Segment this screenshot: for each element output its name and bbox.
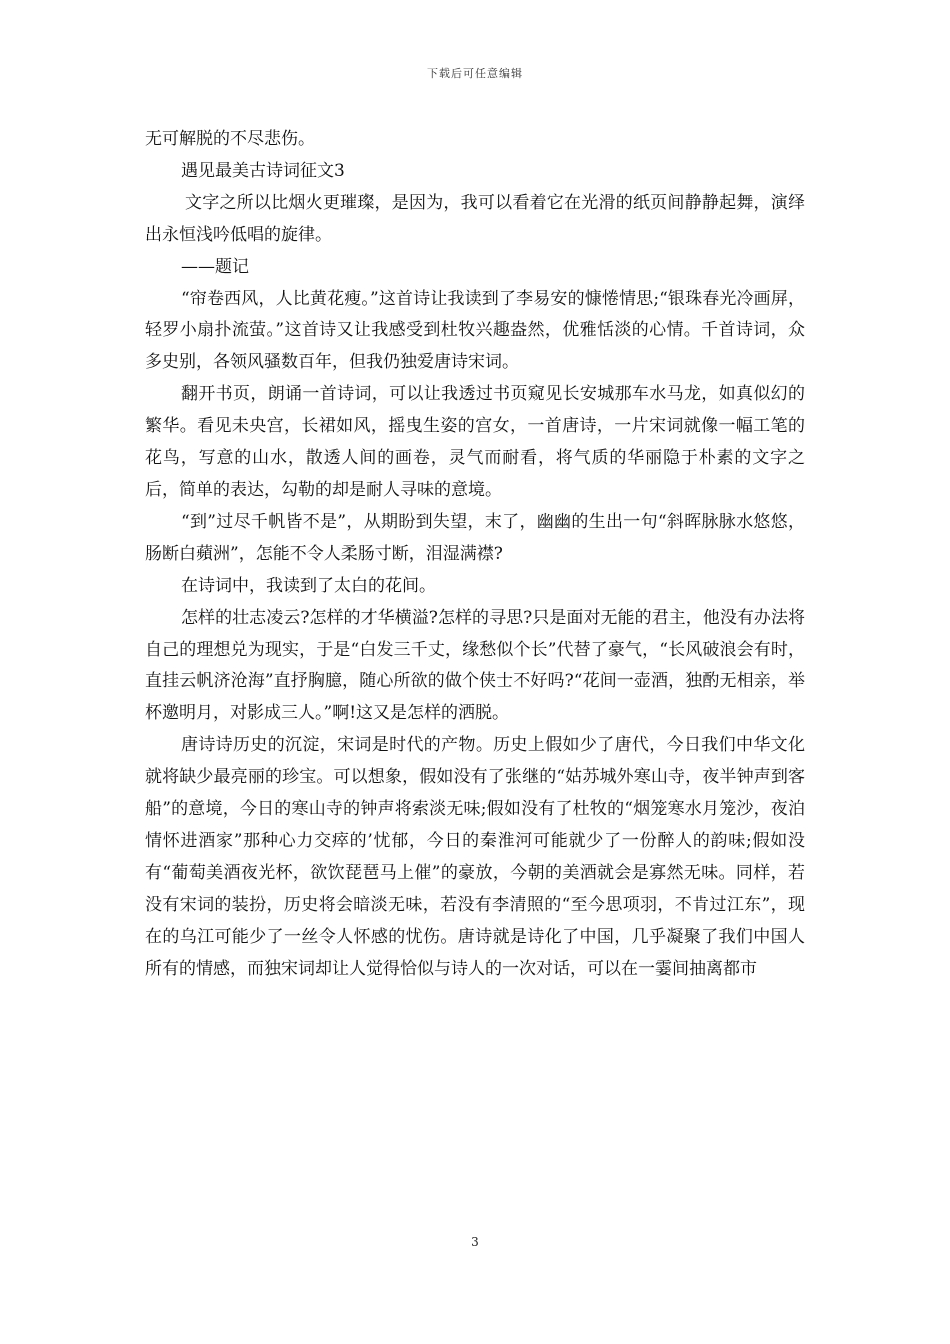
section-title: 遇见最美古诗词征文3 <box>181 160 345 181</box>
paragraph: “到”过尽千帆皆不是”，从期盼到失望，末了，幽幽的生出一句“斜晖脉脉水悠悠，肠断白蘋洲”，怎能不令人柔肠寸断，泪湿满襟? <box>145 511 805 564</box>
paragraph: 文字之所以比烟火更璀璨，是因为，我可以看着它在光滑的纸页间静静起舞，演绎出永恒浅吟低唱的旋律。 <box>145 192 805 245</box>
paragraph: 怎样的壮志凌云?怎样的才华横溢?怎样的寻思?只是面对无能的君主，他没有办法将自己的理想兑为现实，于是“白发三千丈，缘愁似个长”代替了豪气，“长风破浪会有时，直挂云帆济沧海”直抒胸臆，随心所欲的做个侠士不好吗?“花间一壶酒，独酌无相亲，举杯邀明月，对影成三人。”啊!这又是怎样的洒脱。 <box>145 607 805 724</box>
epigraph-attribution: ——题记 <box>181 256 249 277</box>
paragraph: 在诗词中，我读到了太白的花间。 <box>181 575 436 596</box>
page-number: 3 <box>471 1235 479 1249</box>
paragraph: 无可解脱的不尽悲伤。 <box>145 129 315 149</box>
paragraph: “帘卷西风，人比黄花瘦。”这首诗让我读到了李易安的慷惓情思;“银珠春光冷画屏，轻罗小扇扑流萤。”这首诗又让我感受到杜牧兴趣盎然，优雅恬淡的心情。千首诗词，众多史别，各领风骚数百年，但我仍独爱唐诗宋词。 <box>145 288 805 373</box>
paragraph: 翻开书页，朗诵一首诗词，可以让我透过书页窥见长安城那车水马龙，如真似幻的繁华。看见未央宫，长裙如风，摇曳生姿的宫女，一首唐诗，一片宋词就像一幅工笔的花鸟，写意的山水，散透人间的画卷，灵气而耐看，将气质的华丽隐于朴素的文字之后，简单的表达，勾勒的却是耐人寻味的意境。 <box>145 384 805 500</box>
paragraph: 唐诗诗历史的沉淀，宋词是时代的产物。历史上假如少了唐代，今日我们中华文化就将缺少最亮丽的珍宝。可以想象，假如没有了张继的“姑苏城外寒山寺，夜半钟声到客船”的意境，今日的寒山寺的钟声将索淡无味;假如没有了杜牧的“烟笼寒水月笼沙，夜泊情怀进酒家”那种心力交瘁的’忧郁，今日的秦淮河可能就少了一份醉人的韵味;假如没有“葡萄美酒夜光杯，欲饮琵琶马上催”的豪放，今朝的美酒就会是寡然无味。同样，若没有宋词的装扮，历史将会暗淡无味，若没有李清照的“至今思项羽，不肯过江东”，现在的乌江可能少了一丝令人怀感的忧伤。唐诗就是诗化了中国，几乎凝聚了我们中国人所有的情感，而独宋词却让人觉得恰似与诗人的一次对话，可以在一霎间抽离都市 <box>145 735 805 979</box>
page-header: 下载后可任意编辑 <box>427 67 523 80</box>
document-body <box>145 124 805 985</box>
